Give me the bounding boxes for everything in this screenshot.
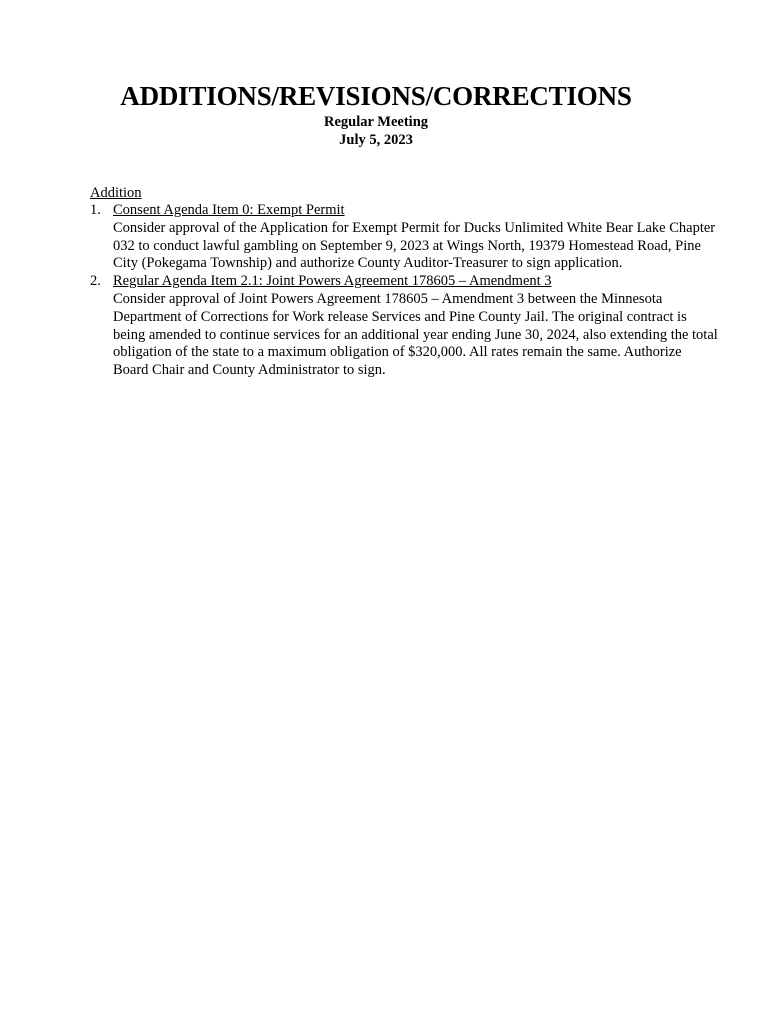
item-body: Consider approval of the Application for Exempt Permit for Ducks Unlimited White Bear Lake Chapter 032 to conduct lawful gambling on September 9, 2023 at Wings North, 19379 Homestead Road, Pine City (Pokegama Township) and authorize County Auditor-Treasurer to sign application. [113, 219, 716, 272]
item-body: Consider approval of Joint Powers Agreement 178605 – Amendment 3 between the Minnesota Department of Corrections for Work release Services and Pine County Jail. The original contract is being amended to continue services for an additional year ending June 30, 2024, also extending the total obligation of the state to a maximum obligation of $320,000. All rates remain the same. Authorize Board Chair and County Administrator to sign. [113, 290, 718, 379]
item-heading: Consent Agenda Item 0: Exempt Permit [113, 202, 345, 218]
item-heading: Regular Agenda Item 2.1: Joint Powers Agreement 178605 – Amendment 3 [113, 273, 552, 290]
meeting-type: Regular Meeting [323, 114, 429, 130]
agenda-item-1 [90, 202, 720, 273]
meeting-date: July 5, 2023 [339, 132, 413, 148]
agenda-item-list [90, 202, 720, 380]
section-label-addition: Addition [90, 185, 142, 201]
agenda-item-2 [90, 273, 720, 380]
document-title: ADDITIONS/REVISIONS/CORRECTIONS [120, 81, 632, 111]
item-number: 2. [90, 273, 101, 290]
item-number: 1. [90, 202, 101, 218]
